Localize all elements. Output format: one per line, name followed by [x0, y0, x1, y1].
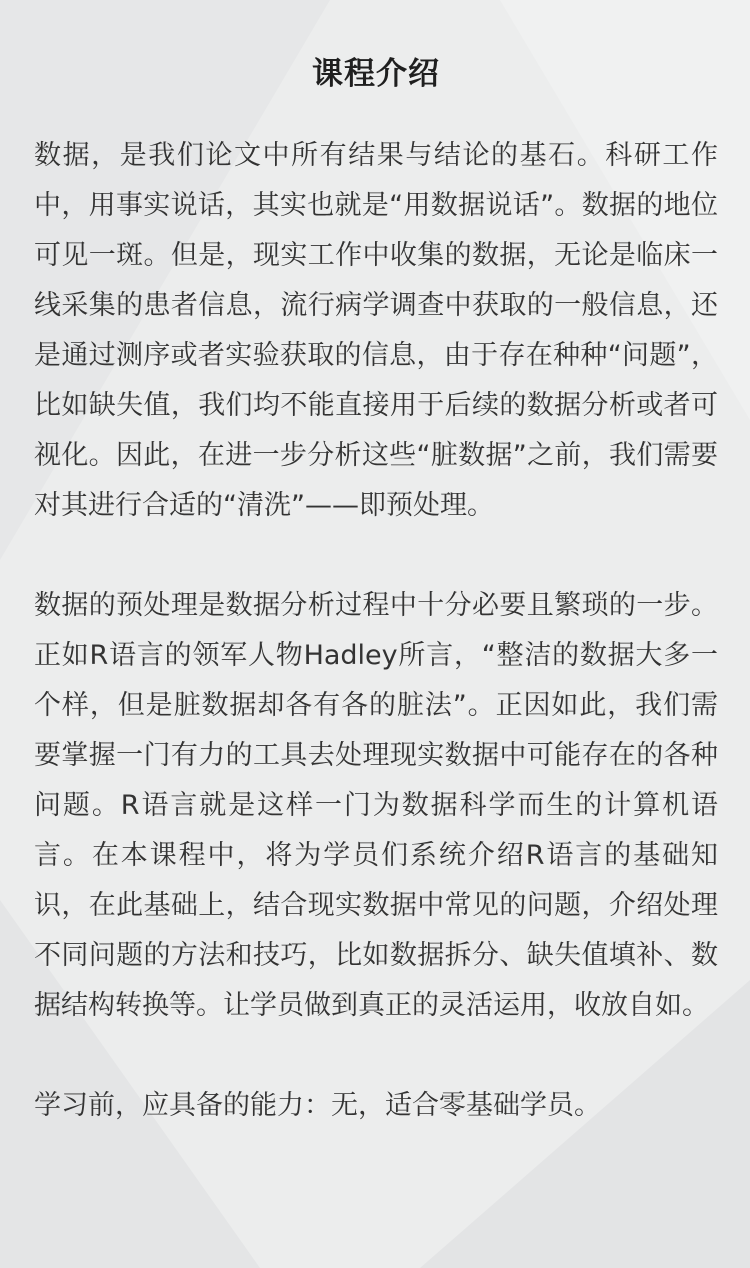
intro-paragraph-2: 数据的预处理是数据分析过程中十分必要且繁琐的一步。正如R语言的领军人物Hadley所言，“整洁的数据大多一个样，但是脏数据却各有各的脏法”。正因如此，我们需要掌握一门有力的工具去处理现实数据中可能存在的各种问题。R语言就是这样一门为数据科学而生的计算机语言。在本课程中，将为学员们系统介绍R语言的基础知识，在此基础上，结合现实数据中常见的问题，介绍处理不同问题的方法和技巧，比如数据拆分、缺失值填补、数据结构转换等。让学员做到真正的灵活运用，收放自如。 [34, 590, 718, 1021]
intro-paragraph-1: 数据，是我们论文中所有结果与结论的基石。科研工作中，用事实说话，其实也就是“用数据说话”。数据的地位可见一斑。但是，现实工作中收集的数据，无论是临床一线采集的患者信息，流行病学调查中获取的一般信息，还是通过测序或者实验获取的信息，由于存在种种“问题”，比如缺失值，我们均不能直接用于后续的数据分析或者可视化。因此，在进一步分析这些“脏数据”之前，我们需要对其进行合适的“清洗”——即预处理。 [34, 140, 718, 521]
page-title: 课程介绍 [312, 56, 440, 92]
intro-content [34, 0, 718, 1131]
prerequisites-paragraph: 学习前，应具备的能力：无，适合零基础学员。 [34, 1090, 601, 1121]
